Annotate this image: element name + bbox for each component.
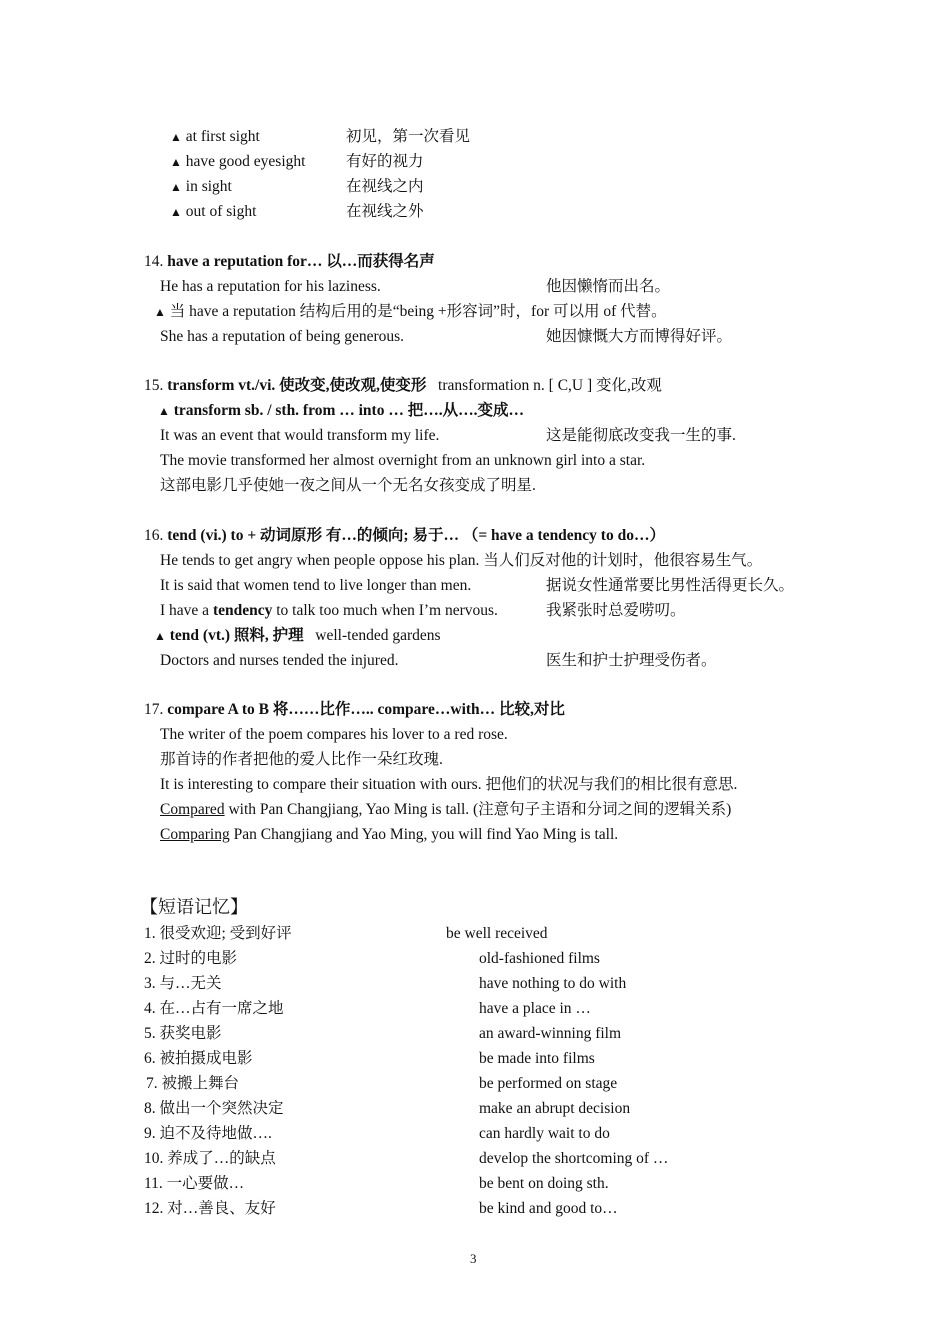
triangle-bullet-icon: ▲ xyxy=(170,155,182,169)
phrase-item-en: be made into films xyxy=(479,1050,595,1067)
triangle-bullet-icon: ▲ xyxy=(170,130,182,144)
s17-example-2: It is interesting to compare their situation with ours. 把他们的状况与我们的相比很有意思. xyxy=(160,776,738,793)
phrase-item-zh: 8. 做出一个突然决定 xyxy=(144,1100,284,1117)
triangle-bullet-icon: ▲ xyxy=(158,404,170,418)
phrase-item-zh: 12. 对…善良、友好 xyxy=(144,1200,276,1217)
phrase-item-en: can hardly wait to do xyxy=(479,1125,610,1142)
sight-item-1: ▲ at first sight xyxy=(170,128,260,145)
s16-example-4-zh: 医生和护士护理受伤者。 xyxy=(546,652,717,669)
s15-example-2-en: The movie transformed her almost overnight from an unknown girl into a star. xyxy=(160,452,646,469)
s14-example-1-en: He has a reputation for his laziness. xyxy=(160,278,381,295)
phrase-item-zh: 7. 被搬上舞台 xyxy=(146,1075,240,1092)
sight-item-3: ▲ in sight xyxy=(170,178,232,195)
phrase-item-zh: 10. 养成了…的缺点 xyxy=(144,1150,276,1167)
section-16-heading: 16. tend (vi.) to + 动词原形 有…的倾向; 易于… （= have a tendency to do…） xyxy=(144,527,665,544)
phrase-item-zh: 3. 与…无关 xyxy=(144,975,222,992)
sight-item-3-zh: 在视线之内 xyxy=(346,178,424,195)
sight-item-1-zh: 初见，第一次看见 xyxy=(346,128,471,145)
s15-subheading: ▲ transform sb. / sth. from … into … 把….从….变成… xyxy=(158,402,524,419)
phrase-item-zh: 9. 迫不及待地做…. xyxy=(144,1125,272,1142)
sight-item-4: ▲ out of sight xyxy=(170,203,257,220)
phrase-item-zh: 11. 一心要做… xyxy=(144,1175,245,1192)
s15-example-1-en: It was an event that would transform my life. xyxy=(160,427,440,444)
phrase-item-en: be kind and good to… xyxy=(479,1200,618,1217)
section-17-heading: 17. compare A to B 将……比作….. compare…with… 比较,对比 xyxy=(144,701,565,718)
triangle-bullet-icon: ▲ xyxy=(154,305,166,319)
s17-example-1-en: The writer of the poem compares his lover to a red rose. xyxy=(160,726,508,743)
sight-item-2-zh: 有好的视力 xyxy=(346,153,424,170)
phrase-item-zh: 1. 很受欢迎; 受到好评 xyxy=(144,925,292,942)
s16-example-2-zh: 据说女性通常要比男性活得更长久。 xyxy=(546,577,795,594)
triangle-bullet-icon: ▲ xyxy=(154,629,166,643)
s16-example-2-en: It is said that women tend to live longer than men. xyxy=(160,577,472,594)
phrase-item-zh: 6. 被拍摄成电影 xyxy=(144,1050,253,1067)
page-number: 3 xyxy=(470,1251,477,1266)
s16-subheading: ▲ tend (vt.) 照料, 护理 well-tended gardens xyxy=(154,627,441,644)
sight-item-4-zh: 在视线之外 xyxy=(346,203,424,220)
phrase-item-en: old-fashioned films xyxy=(479,950,600,967)
phrase-item-en: be bent on doing sth. xyxy=(479,1175,609,1192)
s17-example-4: Comparing Pan Changjiang and Yao Ming, you will find Yao Ming is tall. xyxy=(160,826,619,843)
phrase-item-en: be well received xyxy=(446,925,548,942)
s17-example-1-zh: 那首诗的作者把他的爱人比作一朵红玫瑰. xyxy=(160,751,443,768)
s16-example-4-en: Doctors and nurses tended the injured. xyxy=(160,652,399,669)
s14-example-2-en: She has a reputation of being generous. xyxy=(160,328,405,345)
phrase-item-zh: 5. 获奖电影 xyxy=(144,1025,222,1042)
phrase-item-zh: 2. 过时的电影 xyxy=(144,950,238,967)
phrase-item-en: have a place in … xyxy=(479,1000,591,1017)
s16-example-3-zh: 我紧张时总爱唠叨。 xyxy=(546,602,686,619)
phrase-item-en: develop the shortcoming of … xyxy=(479,1150,669,1167)
triangle-bullet-icon: ▲ xyxy=(170,180,182,194)
s14-example-1-zh: 他因懒惰而出名。 xyxy=(546,278,671,295)
s15-example-1-zh: 这是能彻底改变我一生的事. xyxy=(546,427,736,444)
phrase-item-zh: 4. 在…占有一席之地 xyxy=(144,1000,284,1017)
phrase-item-en: be performed on stage xyxy=(479,1075,618,1092)
s17-example-3: Compared with Pan Changjiang, Yao Ming is tall. (注意句子主语和分词之间的逻辑关系) xyxy=(160,801,732,818)
phrase-item-en: have nothing to do with xyxy=(479,975,627,992)
triangle-bullet-icon: ▲ xyxy=(170,205,182,219)
s16-example-3-en: I have a tendency to talk too much when I’m nervous. xyxy=(160,602,498,619)
phrase-item-en: make an abrupt decision xyxy=(479,1100,631,1117)
phrases-title: 【短语记忆】 xyxy=(140,897,248,918)
section-15-heading: 15. transform vt./vi. 使改变,使改观,使变形 transformation n. [ C,U ] 变化,改观 xyxy=(144,377,662,394)
phrase-item-en: an award-winning film xyxy=(479,1025,622,1042)
s15-example-2-zh: 这部电影几乎使她一夜之间从一个无名女孩变成了明星. xyxy=(160,477,536,494)
s16-example-1: He tends to get angry when people oppose his plan. 当人们反对他的计划时，他很容易生气。 xyxy=(160,552,763,569)
section-14-heading: 14. have a reputation for… 以…而获得名声 xyxy=(144,253,435,270)
s14-note: ▲ 当 have a reputation 结构后用的是“being +形容词”时，for 可以用 of 代替。 xyxy=(154,303,667,320)
s14-example-2-zh: 她因慷慨大方而博得好评。 xyxy=(546,328,733,345)
sight-item-2: ▲ have good eyesight xyxy=(170,153,306,170)
